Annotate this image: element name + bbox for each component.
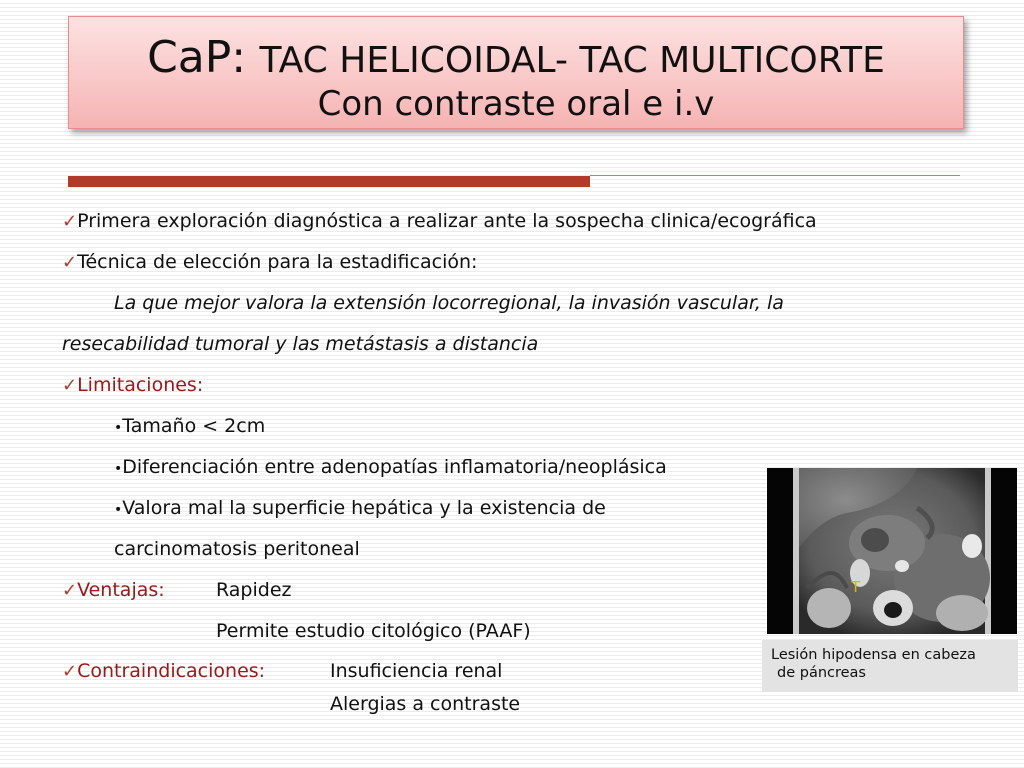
- contraindicacion-item: Insuficiencia renal: [330, 660, 503, 682]
- limitaciones-label: Limitaciones:: [77, 374, 204, 396]
- tecnica-detail-line-2: resecabilidad tumoral y las metástasis a distancia: [62, 333, 539, 355]
- item-tecnica-text: Técnica de elección para la estadificación:: [77, 251, 478, 273]
- limitacion-item: [114, 496, 606, 522]
- limitacion-text: Tamaño < 2cm: [122, 415, 266, 437]
- caption-line-2: de páncreas: [777, 665, 866, 681]
- limitacion-item: [114, 455, 667, 481]
- title-technique: TAC HELICOIDAL- TAC MULTICORTE: [259, 40, 885, 81]
- bullet-icon: •: [114, 420, 123, 436]
- ventajas-label: Ventajas:: [77, 579, 165, 601]
- checkmark-icon: ✓: [62, 375, 78, 396]
- tecnica-detail-line-1: La que mejor valora la extensión locorregional, la invasión vascular, la: [114, 292, 784, 314]
- limitacion-text: Diferenciación entre adenopatías inflamatoria/neoplásica: [122, 456, 667, 478]
- checkmark-icon: ✓: [62, 580, 78, 601]
- item-primera-text: Primera exploración diagnóstica a realizar ante la sospecha clinica/ecográfica: [77, 210, 817, 232]
- slide-subtitle: Con contraste oral e i.v: [317, 84, 715, 124]
- limitacion-item: [114, 414, 265, 440]
- item-contraindicaciones: [62, 659, 265, 684]
- item-tecnica: [62, 250, 477, 275]
- bullet-icon: •: [114, 461, 123, 477]
- contraindicacion-item: Alergias a contraste: [330, 693, 521, 715]
- figure-caption: [762, 640, 1018, 692]
- item-limitaciones: [62, 373, 203, 398]
- limitacion-item-continuation: carcinomatosis peritoneal: [114, 538, 360, 560]
- item-ventajas: [62, 578, 165, 603]
- item-primera: [62, 209, 817, 234]
- limitacion-text: Valora mal la superficie hepática y la existencia de: [122, 497, 606, 519]
- ventaja-item: Rapidez: [216, 579, 292, 601]
- contraindicaciones-label: Contraindicaciones:: [77, 660, 266, 682]
- bullet-icon: •: [114, 502, 123, 518]
- ct-scan-illustration: [767, 468, 1017, 634]
- caption-line-1: Lesión hipodensa en cabeza: [771, 647, 976, 663]
- checkmark-icon: ✓: [62, 252, 78, 273]
- title-cap: CaP:: [147, 32, 247, 83]
- ct-scan-image: [767, 468, 1017, 634]
- ventaja-item: Permite estudio citológico (PAAF): [216, 620, 531, 642]
- checkmark-icon: ✓: [62, 661, 78, 682]
- checkmark-icon: ✓: [62, 211, 78, 232]
- ct-marker-label: T: [851, 578, 861, 596]
